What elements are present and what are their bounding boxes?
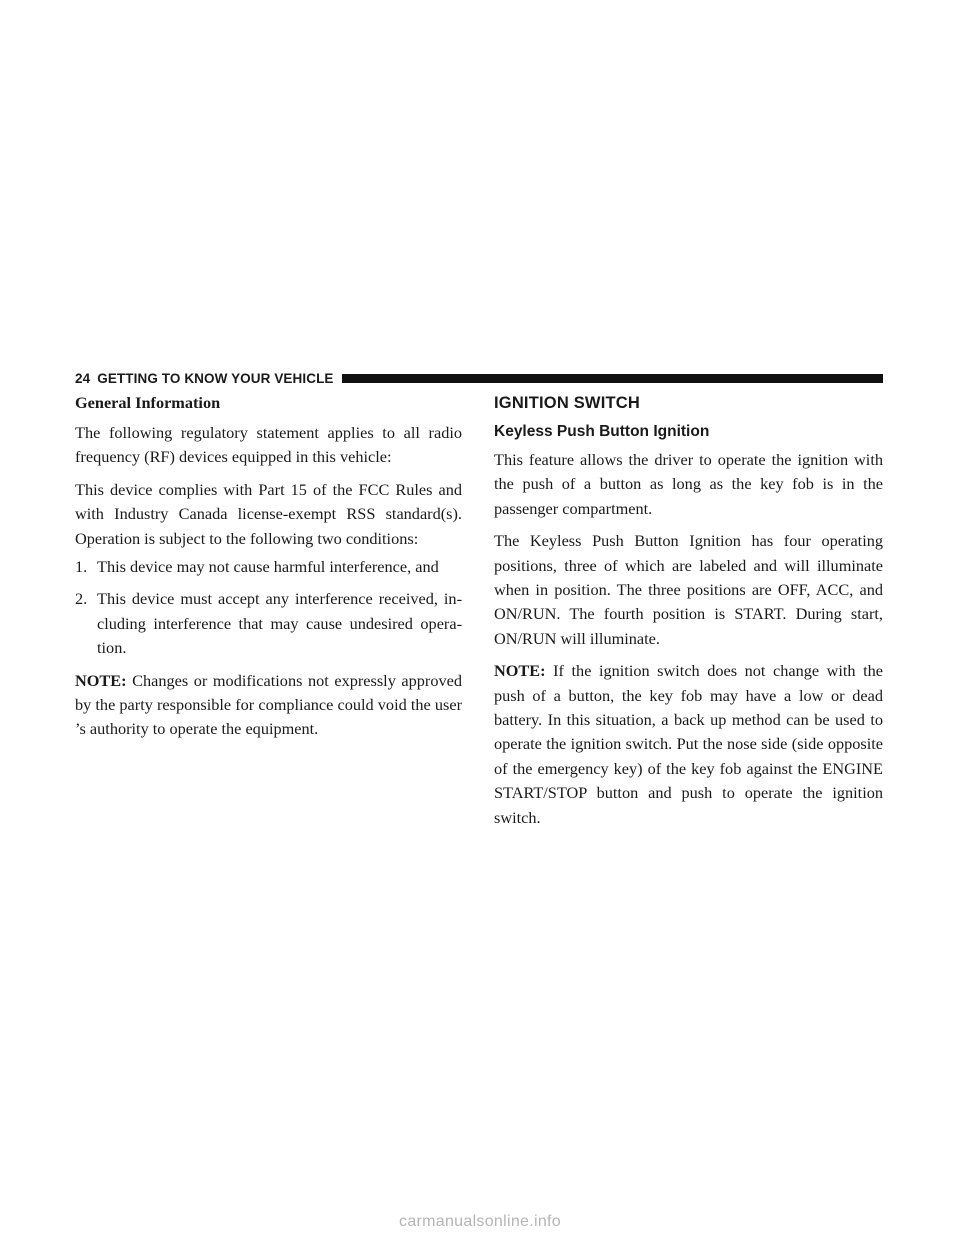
ignition-switch-heading: IGNITION SWITCH [494,394,640,412]
left-column [75,392,462,750]
list-item [75,555,462,579]
section-title: GETTING TO KNOW YOUR VEHICLE [97,370,334,386]
note-text: If the ignition switch does not change with the push of a button, the key fob may have a low or dead battery. In this situation, a back up method can be used to operate the ignition switch. Put the nose side (side opposite of the emergency key) of the key fob against the ENGINE START/STOP button and push to operate the ignition switch. [494,661,884,827]
note-paragraph [75,669,462,742]
list-item-number: 2. [75,589,88,609]
keyless-push-button-subheading: Keyless Push Button Ignition [494,423,710,440]
conditions-list [75,555,462,661]
page-number: 24 [75,370,91,386]
header-rule [342,374,883,383]
general-information-heading: General Information [75,393,221,412]
right-column [494,392,883,838]
footer-watermark: carmanualsonline.info [399,1213,561,1230]
list-item-number: 1. [75,557,88,577]
feature-paragraph: This feature allows the driver to operate the ignition with the push of a button as long as the key fob is in the passenger compartment. [494,450,883,518]
list-item-text: This device must accept any interference received, in-cluding interference that may cause undesired opera-tion. [97,589,462,658]
regulatory-intro-paragraph: The following regulatory statement applies to all radio frequency (RF) devices equipped in this vehicle: [75,423,462,467]
note-paragraph [494,659,883,830]
fcc-compliance-paragraph: This device complies with Part 15 of the FCC Rules and with Industry Canada license-exempt RSS standard(s). Operation is subject to the following two conditions: [75,479,462,548]
list-item-text: This device may not cause harmful interference, and [97,557,439,577]
page-header [75,369,883,387]
note-label: NOTE: [494,661,546,681]
note-text: Changes or modifications not expressly approved by the party responsible for compliance could void the user ’s authority to operate the equipment. [75,670,462,739]
note-label: NOTE: [75,670,127,690]
positions-paragraph: The Keyless Push Button Ignition has four operating positions, three of which are labeled and will illuminate when in position. The three positions are OFF, ACC, and ON/RUN. The fourth position is START. During start, ON/RUN will illuminate. [494,531,883,648]
list-item [75,587,462,660]
